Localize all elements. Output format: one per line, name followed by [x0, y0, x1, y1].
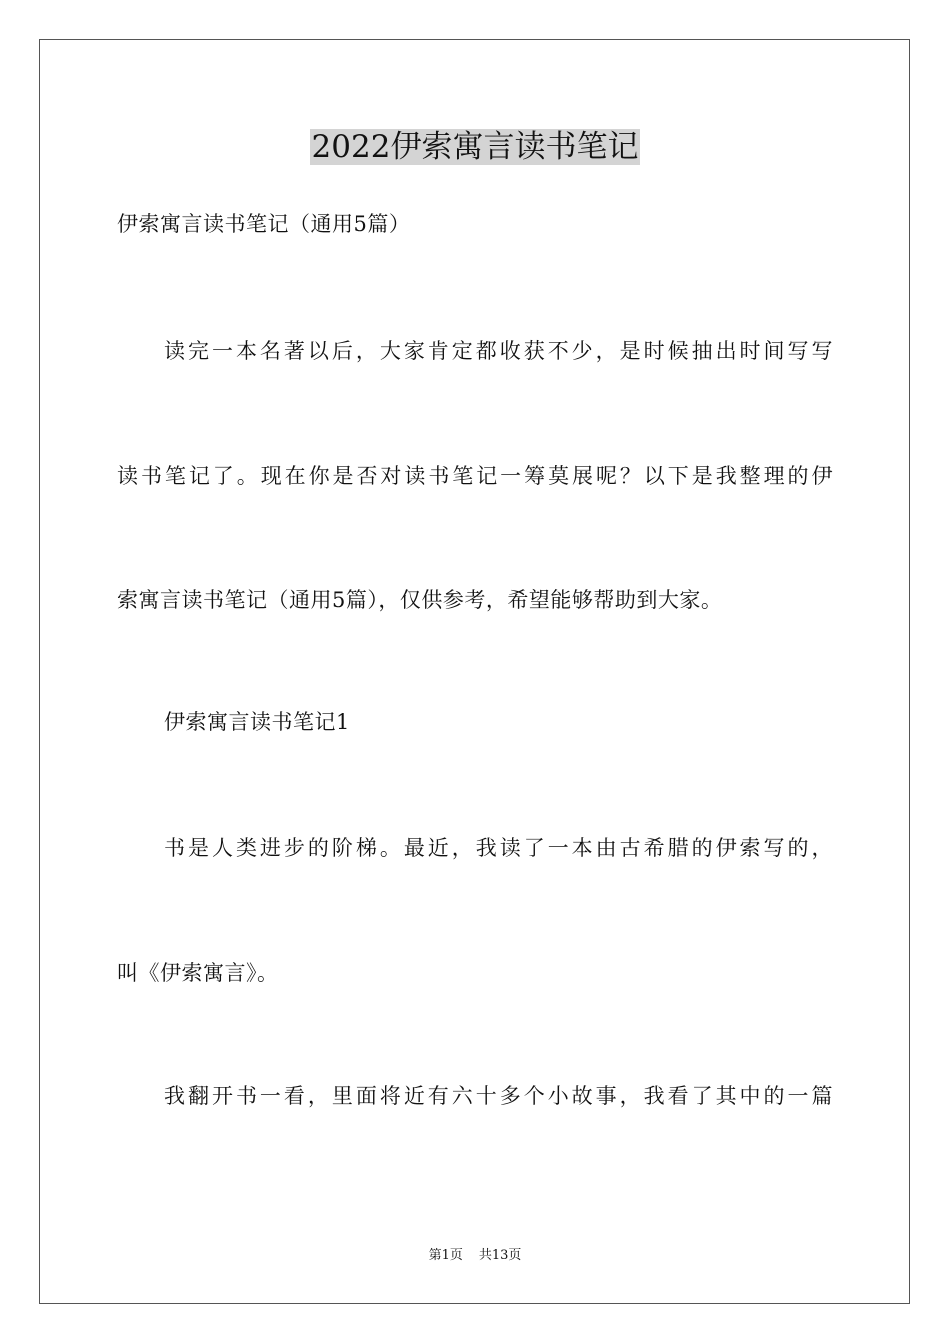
paragraph-line: 索寓言读书笔记（通用5篇），仅供参考，希望能够帮助到大家。 — [117, 588, 723, 612]
page-footer — [0, 1247, 950, 1265]
paragraph-line: 我翻开书一看，里面将近有六十多个小故事，我看了其中的一篇 — [164, 1084, 833, 1108]
page-number: 第1页 — [428, 1248, 463, 1263]
document-title-text: 2022伊索寓言读书笔记 — [311, 129, 639, 165]
section-heading: 伊索寓言读书笔记1 — [164, 710, 350, 734]
paragraph-line: 读完一本名著以后，大家肯定都收获不少，是时候抽出时间写写 — [164, 339, 833, 363]
document-title — [0, 126, 950, 168]
paragraph-line: 书是人类进步的阶梯。最近，我读了一本由古希腊的伊索写的， — [164, 836, 833, 860]
paragraph-line: 读书笔记了。现在你是否对读书笔记一筹莫展呢？以下是我整理的伊 — [117, 464, 833, 488]
page-total: 共13页 — [478, 1248, 522, 1263]
paragraph-line: 叫《伊索寓言》。 — [117, 961, 279, 985]
subtitle-line: 伊索寓言读书笔记（通用5篇） — [117, 212, 411, 236]
